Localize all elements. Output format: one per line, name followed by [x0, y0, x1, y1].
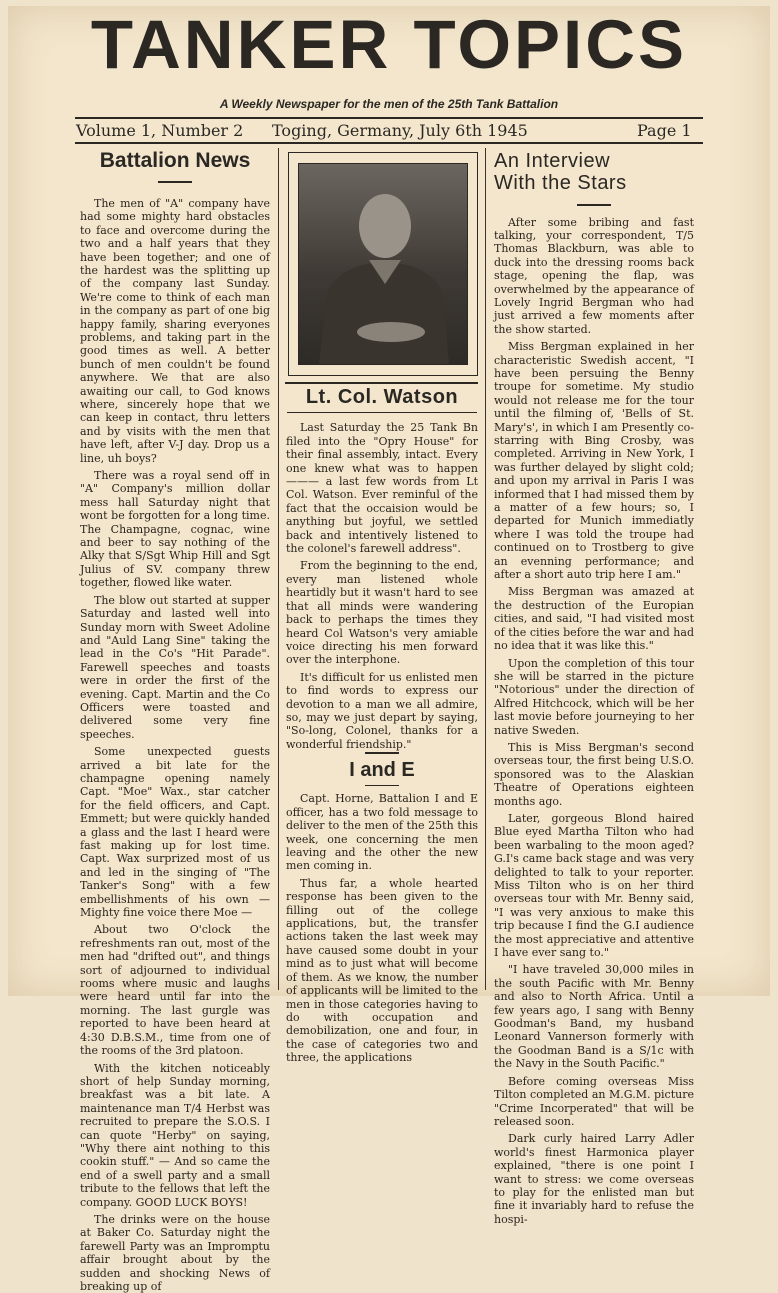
article-paragraph: Before coming overseas Miss Tilton completed an M.G.M. picture "Crime Incorperated" that will be released soon.: [494, 1074, 694, 1128]
article-paragraph: The men of "A" company have had some mighty hard obstacles to face and overcome during the two and a half years that they have been together; and one of the hardest was the splitting up of the company last Sunday. We're come to think of each man in the company as part of one big happy family, sharing everyones problems, and taking part in the good times as well. A better bunch of men couldn't be found anywhere. We that are also awaiting our call, to God knows where, sincerely hope that we can keep in contact, thru letters and by visits with the men that have left, after V-J day. Drop us a line, uh boys?: [80, 196, 270, 465]
article-paragraph: Last Saturday the 25 Tank Bn filed into the "Opry House" for their final assembly, intact. Every one knew what was to happen ——— a last few words from Lt Col. Watson. Ever reminful of the fact that the occaision would be anything but joyful, we settled back and intentively listened to the colonel's farewell address".: [286, 421, 478, 556]
i-and-e-heading: I and E: [349, 758, 415, 781]
battalion-news-heading: Battalion News: [99, 149, 251, 172]
article-paragraph: Capt. Horne, Battalion I and E officer, has a two fold message to deliver to the men of the 25th this week, one concerning the men leaving and the other the new men coming in.: [286, 792, 478, 873]
article-paragraph: It's difficult for us enlisted men to find words to express our devotion to a man we all admire, so, may we just depart by saying, "So-long, Colonel, thanks for a wonderful friendship.": [286, 670, 478, 751]
bottom-rule: [75, 142, 703, 144]
heading-rule: [577, 204, 611, 206]
heading-rule: [287, 412, 477, 413]
portrait-image: [299, 164, 467, 364]
article-paragraph: This is Miss Bergman's second overseas tour, the first being U.S.O. sponsored was to the Alaskian Theatre of Operations eighteen months ago.: [494, 740, 694, 808]
article-paragraph: The drinks were on the house at Baker Co. Saturday night the farewell Party was an Impromptu affair brought about by the sudden and shocking News of breaking up of: [80, 1212, 270, 1293]
interview-heading: [494, 150, 694, 194]
watson-column: [286, 385, 478, 750]
article-paragraph: Some unexpected guests arrived a bit late for the champagne opening namely Capt. "Moe" Wax., star catcher for the field officers, and Capt. Emmett; but were quickly handed a glass and the last I heard were fast making up for lost time. Capt. Wax surprized most of us and led in the singing of "The Tanker's Song" with a few embellishments of his own — Mighty fine voice there Moe —: [80, 745, 270, 920]
article-paragraph: The blow out started at supper Saturday and lasted well into Sunday morn with Sweet Adoline and "Auld Lang Sine" taking the lead in the Co's "Hit Parade". Farewell speeches and toasts were in order the first of the evening. Capt. Martin and the Co Officers were toasted and delivered some very fine speeches.: [80, 593, 270, 741]
article-paragraph: Upon the completion of this tour she will be starred in the picture "Notorious" under the direction of Alfred Hitchcock, which will be her last movie before journeying to her native Sweden.: [494, 656, 694, 737]
interview-column: [494, 150, 694, 1226]
battalion-news-column: [80, 149, 270, 1293]
article-paragraph: Miss Bergman explained in her characteristic Swedish accent, "I have been persuing the Benny troupe for sometime. My studio would not release me for the tour until the filming of, 'Bells of St. Mary's', in which I am Presently co-starring with Bing Crosby, was completed. Arriving in New York, I was further delayed by slight cold; and upon my arrival in Paris I was informed that I had missed them by a matter of a few hours; so, I departed for Munich immediatly where I was told the troupe had continued on to Trostberg to give an evenning performance; and after a short auto trip here I am.": [494, 340, 694, 582]
volume-number: Volume 1, Number 2: [76, 121, 244, 140]
article-paragraph: "I have traveled 30,000 miles in the south Pacific with Mr. Benny and also to North Africa. Until a few years ago, I sang with Benny Goodman's Band, my husband Leonard Vannerson formerly with the Goodman Band is a S/1c with the Navy in the South Pacific.": [494, 963, 694, 1071]
column-divider: [278, 148, 279, 990]
article-paragraph: About two O'clock the refreshments ran out, most of the men had "drifted out", and things sort of adjourned to individual rooms where music and laughs were heard until far into the morning. The last gurgle was reported to have been heard at 4:30 D.B.S.M., time from one of the rooms of the 3rd platoon.: [80, 923, 270, 1058]
heading-rule: [158, 181, 192, 183]
article-paragraph: There was a royal send off in "A" Company's million dollar mess hall Saturday night that wont be forgotten for a long time. The Champagne, cognac, wine and beer to say nothing of the Alky that S/Sgt Whip Hill and Sgt Julius of SV. company threw together, flowed like water.: [80, 469, 270, 590]
top-rule: [75, 117, 703, 119]
masthead-subtitle: A Weekly Newspaper for the men of the 25th Tank Battalion: [219, 97, 559, 111]
column-divider: [485, 148, 486, 990]
article-paragraph: Later, gorgeous Blond haired Blue eyed Martha Tilton who had been warbaling to the moon aged? G.I's came back stage and was very delighted to talk to your reporter. Miss Tilton who is on her third overseas tour with Mr. Benny said, "I was very anxious to make this trip because I find the G.I audience the most appreciative and attentive I have ever sang to.": [494, 811, 694, 960]
heading-rule: [365, 752, 399, 754]
section-rule: [285, 382, 478, 384]
article-paragraph: After some bribing and fast talking, your correspondent, T/5 Thomas Blackburn, was able to duck into the dressing rooms back stage, opening the flap, was overwhelmed by the appearance of Lovely Ingrid Bergman who had just arrived a few moments after the show started.: [494, 215, 694, 336]
article-paragraph: With the kitchen noticeably short of help Sunday morning, breakfast was a bit late. A maintenance man T/4 Herbst was recruited to prepare the S.O.S. I can quote "Herby" on saying, "Why there aint nothing to this cookin stuff." — And so came the end of a swell party and a small tribute to the fellows that left the company. GOOD LUCK BOYS!: [80, 1061, 270, 1209]
masthead-title: TANKER TOPICS: [90, 6, 688, 83]
heading-rule: [365, 785, 399, 787]
article-paragraph: From the beginning to the end, every man listened whole heartidly but it wasn't hard to see that all minds were wandering back to perhaps the times they heard Col Watson's very amiable voice directing his men forward over the interphone.: [286, 559, 478, 667]
interview-heading-line1: An Interview: [494, 150, 611, 172]
article-paragraph: Dark curly haired Larry Adler world's finest Harmonica player explained, "there is one point I want to stress: we come overseas to play for the enlisted man but fine it invariably hard to refuse the hospi-: [494, 1132, 694, 1226]
watson-heading: Lt. Col. Watson: [305, 386, 459, 408]
portrait-photo: [298, 163, 468, 365]
page-number: Page 1: [637, 121, 692, 140]
interview-heading-line2: With the Stars: [494, 172, 627, 194]
article-paragraph: Thus far, a whole hearted response has been given to the filling out of the college applications, but, the transfer actions taken the last week may have caused some doubt in your mind as to just what will become of them. As we know, the number of applicants will be limited to the men in those categories having to do with occupation and demobilization, one and four, in the case of categories two and three, the applications: [286, 876, 478, 1065]
i-and-e-column: [286, 752, 478, 1065]
article-paragraph: Miss Bergman was amazed at the destruction of the Europian cities, and said, "I had visited most of the cities before the war and had no idea that it was like this.": [494, 585, 694, 653]
place-date: Toging, Germany, July 6th 1945: [272, 121, 528, 140]
